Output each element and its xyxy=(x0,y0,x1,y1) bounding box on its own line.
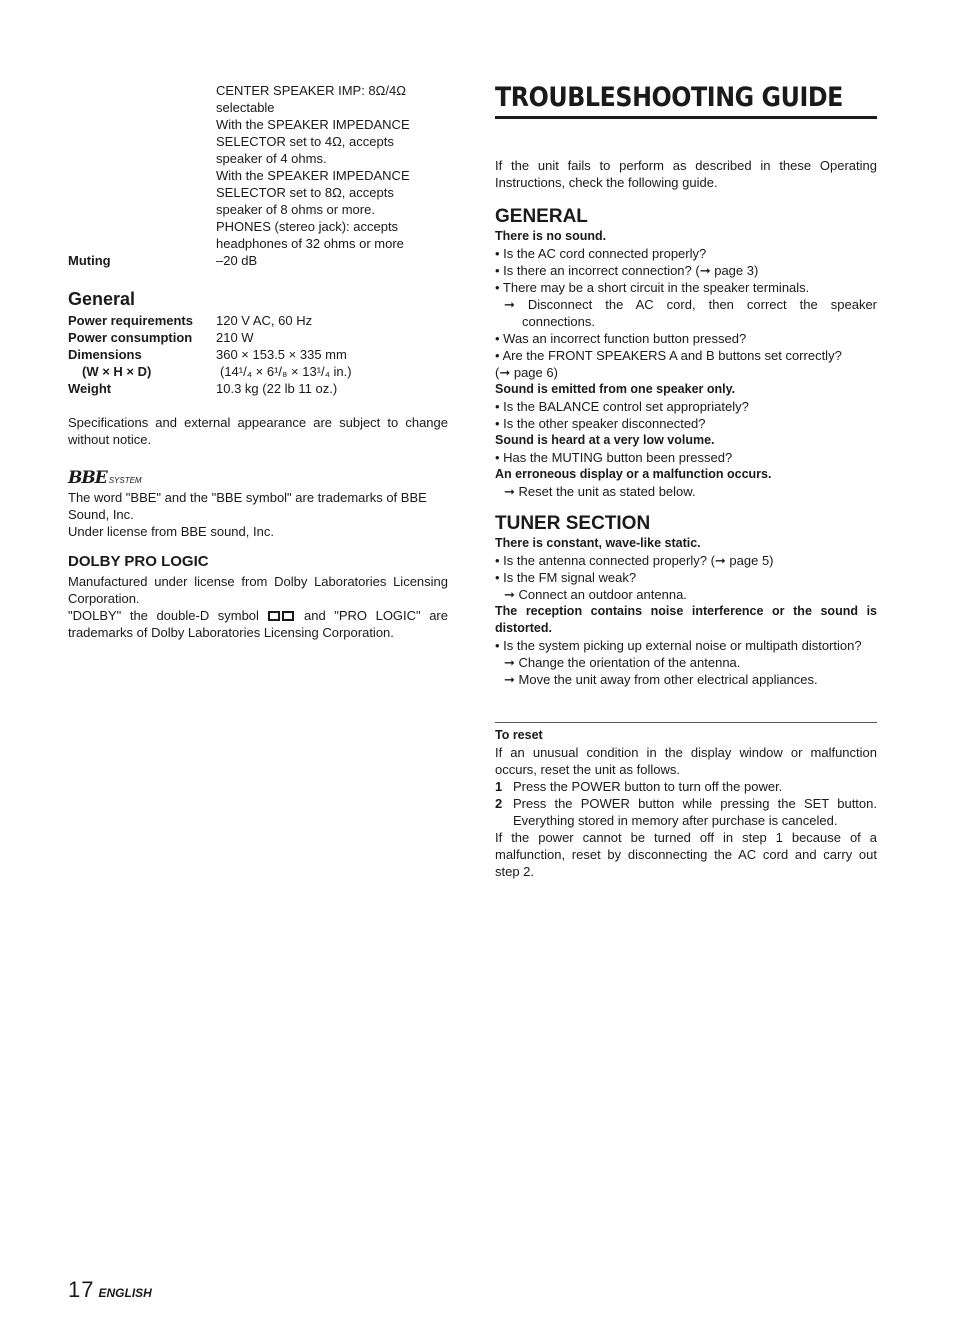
list-item: • Is there an incorrect connection? (➞ page 3) xyxy=(495,263,759,278)
fix-item: ➞ Change the orientation of the antenna. xyxy=(504,655,741,670)
bbe-trademark-text xyxy=(68,489,448,540)
reset-outro: If the power cannot be turned off in step 1 because of a malfunction, reset by disconnecting the AC cord and carry out step 2. xyxy=(495,830,877,879)
spec-line: SELECTOR set to 4Ω, accepts xyxy=(216,134,394,149)
problem-heading: There is constant, wave-like static. xyxy=(495,536,701,550)
spec-notice: Specifications and external appearance are subject to change without notice. xyxy=(68,415,448,447)
spec-line: With the SPEAKER IMPEDANCE xyxy=(216,168,410,183)
spec-label: Power requirements xyxy=(68,313,193,328)
page-number: 17 xyxy=(68,1277,95,1302)
bbe-line-2: Under license from BBE sound, Inc. xyxy=(68,524,274,539)
fix-item: ➞ Connect an outdoor antenna. xyxy=(504,587,687,602)
bbe-logo xyxy=(68,470,142,489)
spec-label: (W × H × D) xyxy=(82,364,152,379)
fix-item: ➞ Move the unit away from other electrical appliances. xyxy=(504,672,818,687)
problem-heading: An erroneous display or a malfunction occurs. xyxy=(495,467,772,481)
problem-heading: The reception contains noise interference or the sound is distorted. xyxy=(495,604,877,635)
list-item: • Are the FRONT SPEAKERS A and B buttons set correctly? xyxy=(495,348,842,363)
bbe-line-1: The word "BBE" and the "BBE symbol" are trademarks of BBE Sound, Inc. xyxy=(68,490,427,522)
fix-item-cont: connections. xyxy=(522,314,595,329)
spec-value: 10.3 kg (22 lb 11 oz.) xyxy=(216,381,338,396)
muting-value: –20 dB xyxy=(216,253,258,268)
general-heading: GENERAL xyxy=(495,206,588,227)
list-item: • Is the FM signal weak? xyxy=(495,570,637,585)
general-spec-table xyxy=(68,312,448,397)
list-item: • Is the other speaker disconnected? xyxy=(495,416,706,431)
bbe-logo-mark: BBE xyxy=(68,468,107,488)
fix-item: ➞ Reset the unit as stated below. xyxy=(504,484,696,499)
page-title: TROUBLESHOOTING GUIDE xyxy=(495,82,843,113)
problem-heading: Sound is emitted from one speaker only. xyxy=(495,382,736,396)
spec-label: Dimensions xyxy=(68,347,142,362)
spec-label-empty xyxy=(68,82,216,252)
dolby-heading: DOLBY PRO LOGIC xyxy=(68,553,209,570)
dolby-line-1: Manufactured under license from Dolby Laboratories Licensing Corporation. xyxy=(68,574,448,606)
list-item: • Was an incorrect function button pressed? xyxy=(495,331,747,346)
list-item: • Is the BALANCE control set appropriately? xyxy=(495,399,749,414)
spec-row xyxy=(68,363,448,380)
general-spec-heading: General xyxy=(68,289,136,309)
dolby-line-2a: "DOLBY" the double-D symbol xyxy=(68,608,259,623)
spec-value: (14¹/₄ × 6¹/₈ × 13¹/₄ in.) xyxy=(220,364,352,379)
list-item: • Has the MUTING button been pressed? xyxy=(495,450,733,465)
tuner-section xyxy=(495,513,877,688)
reset-step xyxy=(495,795,877,829)
double-d-icon xyxy=(267,608,295,623)
spec-line: SELECTOR set to 8Ω, accepts xyxy=(216,185,394,200)
muting-row xyxy=(68,252,448,269)
step-text: Press the POWER button to turn off the power. xyxy=(513,779,783,794)
spec-row xyxy=(68,346,448,363)
tuner-heading: TUNER SECTION xyxy=(495,513,651,534)
list-item: • Is the antenna connected properly? (➞ page 5) xyxy=(495,553,774,568)
title-rule xyxy=(495,116,877,119)
speaker-spec-block xyxy=(68,82,448,269)
intro-text: If the unit fails to perform as described in these Operating Instructions, check the following guide. xyxy=(495,158,877,190)
muting-label: Muting xyxy=(68,253,111,268)
spec-row xyxy=(68,380,448,397)
dolby-text xyxy=(68,573,448,641)
bbe-logo-sub: SYSTEM xyxy=(108,476,142,485)
spec-label: Weight xyxy=(68,381,112,396)
spec-value: 120 V AC, 60 Hz xyxy=(216,313,313,328)
spec-line: selectable xyxy=(216,100,275,115)
problem-heading: Sound is heard at a very low volume. xyxy=(495,433,715,447)
list-item: • Is the system picking up external noise or multipath distortion? xyxy=(495,638,862,653)
spec-line: speaker of 8 ohms or more. xyxy=(216,202,375,217)
list-item: • Is the AC cord connected properly? xyxy=(495,246,707,261)
reset-heading: To reset xyxy=(495,728,543,742)
reset-step xyxy=(495,778,877,795)
spec-row xyxy=(68,312,448,329)
spec-row xyxy=(68,329,448,346)
spec-line: speaker of 4 ohms. xyxy=(216,151,327,166)
spec-line: With the SPEAKER IMPEDANCE xyxy=(216,117,410,132)
step-number: 1 xyxy=(495,779,503,794)
step-text: Press the POWER button while pressing the SET button. Everything stored in memory after purchase is canceled. xyxy=(513,796,877,828)
spec-value: 210 W xyxy=(216,330,254,345)
spec-value: 360 × 153.5 × 335 mm xyxy=(216,347,347,362)
footer-language: ENGLISH xyxy=(98,1286,152,1300)
dolby-line-2b: and "PRO LOGIC" are trademarks of Dolby Laboratories Licensing Corporation. xyxy=(68,608,448,640)
speaker-spec-row xyxy=(68,82,448,252)
reset-section xyxy=(495,727,877,880)
page-footer xyxy=(68,1277,152,1302)
problem-heading: There is no sound. xyxy=(495,229,607,243)
spec-line: PHONES (stereo jack): accepts xyxy=(216,219,399,234)
fix-item: ➞ Disconnect the AC cord, then correct the speaker xyxy=(504,297,877,312)
spec-line: headphones of 32 ohms or more xyxy=(216,236,404,251)
page-ref: (➞ page 6) xyxy=(495,365,558,380)
list-item: • There may be a short circuit in the speaker terminals. xyxy=(495,280,810,295)
reset-intro: If an unusual condition in the display window or malfunction occurs, reset the unit as follows. xyxy=(495,745,877,777)
general-section xyxy=(495,206,877,500)
speaker-spec-lines xyxy=(216,82,448,252)
step-number: 2 xyxy=(495,796,503,811)
reset-divider xyxy=(495,722,877,723)
spec-line: CENTER SPEAKER IMP: 8Ω/4Ω xyxy=(216,83,406,98)
spec-label: Power consumption xyxy=(68,330,193,345)
